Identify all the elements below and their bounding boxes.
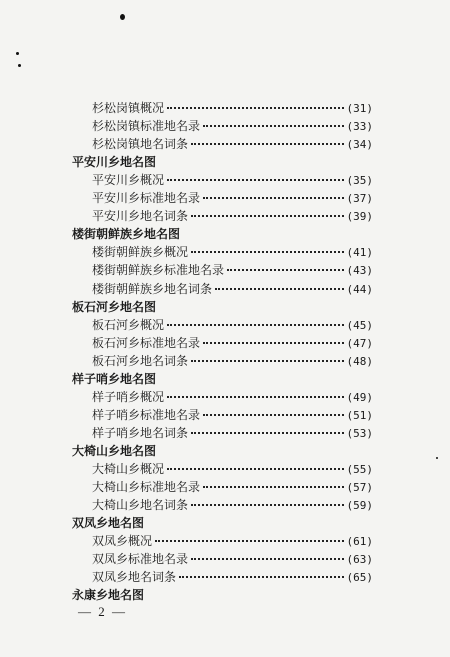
dot-leader: [191, 504, 343, 506]
toc-page-number: (48): [346, 354, 373, 368]
dot-leader: [191, 558, 343, 560]
toc-entry: [92, 531, 373, 551]
dot-leader: [167, 396, 343, 398]
page-number: — 2 —: [78, 604, 127, 619]
toc-entry-title: 杉松岗镇标准地名录: [92, 119, 201, 134]
toc-page-number: (31): [346, 102, 373, 115]
dot-leader: [215, 288, 343, 290]
toc-page-number: (53): [346, 426, 373, 440]
toc-entry-title: 板石河乡标准地名录: [92, 335, 201, 350]
toc-entry-title: 板石河乡地名词条: [92, 353, 189, 368]
toc-page-number: (43): [346, 264, 373, 278]
toc-page-number: (41): [346, 246, 373, 260]
toc-entry-title: 样子哨乡地名词条: [92, 425, 189, 440]
toc-entry-title: 板石河乡地名图: [72, 299, 157, 314]
toc-page-number: (51): [346, 408, 373, 422]
dot-leader: [167, 468, 343, 470]
toc-page-number: (44): [346, 282, 373, 296]
toc-page-number: (59): [346, 499, 373, 513]
toc-entry-title: 大椅山乡地名图: [72, 443, 157, 458]
toc-section-heading: [72, 152, 156, 172]
toc-entry-title: 平安川乡地名图: [72, 155, 157, 170]
dot-leader: [167, 179, 343, 181]
toc-entry: [92, 116, 373, 136]
scan-speck: [16, 52, 19, 55]
toc-entry-title: 楼街朝鲜族乡地名图: [72, 227, 181, 242]
toc-page-number: (34): [346, 138, 373, 152]
toc-entry-title: 双凤乡地名词条: [92, 570, 177, 585]
toc-entry: [92, 260, 373, 280]
toc-page-number: (65): [346, 571, 373, 585]
toc-section-heading: [72, 224, 180, 244]
toc-page-number: (61): [346, 535, 373, 549]
toc-page-number: (47): [346, 336, 373, 350]
dot-leader: [203, 414, 343, 416]
toc-entry-title: 板石河乡概况: [92, 317, 165, 332]
toc-entry: [92, 333, 373, 353]
toc-entry-title: 杉松岗镇地名词条: [92, 137, 189, 152]
toc-entry: [92, 387, 373, 407]
toc-entry-title: 楼街朝鲜族乡概况: [92, 245, 189, 260]
toc-section-heading: [72, 297, 156, 317]
toc-entry: [92, 477, 373, 497]
dot-leader: [203, 197, 343, 199]
toc-entry-title: 永康乡地名图: [72, 588, 145, 603]
toc-entry-title: 样子哨乡标准地名录: [92, 407, 201, 422]
dot-leader: [203, 342, 343, 344]
toc-entry: [92, 170, 373, 190]
toc-entry-title: 平安川乡地名词条: [92, 209, 189, 224]
scan-speck: [436, 457, 438, 459]
toc-entry: [92, 405, 373, 425]
toc-section-heading: [72, 513, 144, 533]
toc-entry: [92, 315, 373, 335]
toc-entry-title: 双凤乡概况: [92, 534, 153, 549]
toc-entry: [92, 567, 373, 587]
toc-entry: [92, 351, 373, 371]
toc-page-number: (63): [346, 553, 373, 567]
toc-entry-title: 楼街朝鲜族乡标准地名录: [92, 263, 225, 278]
toc-entry: [92, 188, 373, 208]
dot-leader: [203, 486, 343, 488]
toc-entry: [92, 495, 373, 515]
toc-entry: [92, 423, 373, 443]
dot-leader: [191, 360, 343, 362]
toc-entry-title: 大椅山乡标准地名录: [92, 480, 201, 495]
toc-entry-title: 大椅山乡地名词条: [92, 498, 189, 513]
toc-page-number: (55): [346, 463, 373, 476]
toc-entry-title: 样子哨乡地名图: [72, 371, 157, 386]
toc-page-number: (33): [346, 120, 373, 134]
toc-page-number: (39): [346, 210, 373, 224]
dot-leader: [167, 107, 343, 109]
dot-leader: [155, 540, 343, 542]
dot-leader: [227, 269, 343, 271]
toc-entry: [92, 134, 373, 154]
toc-section-heading: [72, 585, 144, 605]
dot-leader: [179, 576, 343, 578]
toc-entry-title: 平安川乡概况: [92, 173, 165, 188]
dot-leader: [203, 125, 343, 127]
toc-entry-title: 大椅山乡概况: [92, 462, 165, 476]
toc-entry-title: 楼街朝鲜族乡地名词条: [92, 281, 213, 296]
toc-entry-title: 样子哨乡概况: [92, 389, 165, 404]
dot-leader: [191, 251, 343, 253]
toc-entry: [92, 279, 373, 299]
scan-speck: [18, 64, 21, 67]
scan-speck: [120, 14, 125, 20]
toc-entry-title: 杉松岗镇概况: [92, 101, 165, 115]
dot-leader: [191, 432, 343, 434]
toc-page-number: (35): [346, 174, 373, 188]
toc-entry-title: 双凤乡标准地名录: [92, 552, 189, 567]
toc-page-number: (57): [346, 481, 373, 495]
toc-entry-title: 双凤乡地名图: [72, 516, 145, 531]
toc-section-heading: [72, 441, 156, 461]
toc-entry: [92, 549, 373, 569]
toc-entry: [92, 206, 373, 226]
toc-section-heading: [72, 369, 156, 389]
toc-page-number: (49): [346, 390, 373, 404]
toc-entry: [92, 98, 373, 118]
dot-leader: [191, 143, 343, 145]
toc-entry: [92, 242, 373, 262]
dot-leader: [167, 324, 343, 326]
toc-entry: [92, 459, 373, 479]
toc-page-number: (45): [346, 318, 373, 332]
toc-entry-title: 平安川乡标准地名录: [92, 191, 201, 206]
toc-page-number: (37): [346, 192, 373, 206]
dot-leader: [191, 215, 343, 217]
